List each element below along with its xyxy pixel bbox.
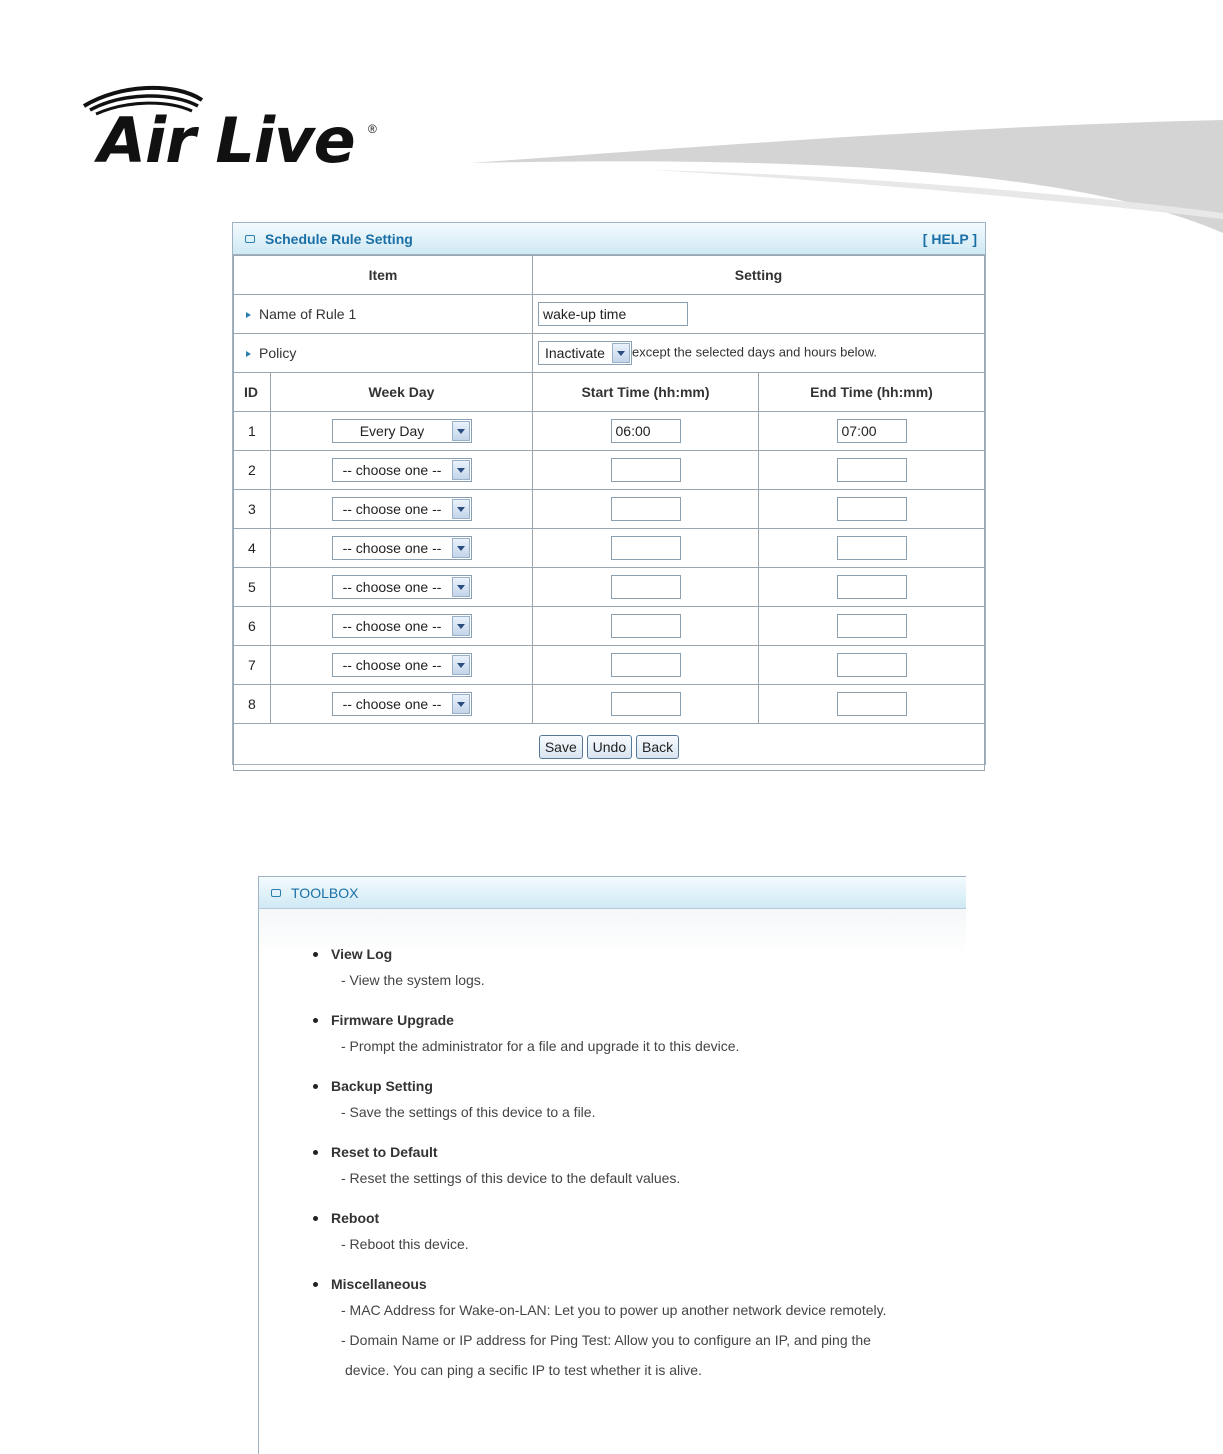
arrow-bullet-icon	[246, 312, 251, 318]
weekday-select-value: -- choose one --	[342, 696, 442, 712]
column-header-id: ID	[234, 373, 271, 412]
toolbox-item-title[interactable]: Reset to Default	[331, 1144, 438, 1160]
toolbox-item-backup-setting[interactable]	[313, 1075, 966, 1127]
start-time-input[interactable]	[611, 536, 681, 560]
toolbox-item-desc: device. You can ping a secific IP to test whether it is alive.	[345, 1362, 702, 1378]
column-header-end-time: End Time (hh:mm)	[759, 373, 985, 412]
row-id: 3	[234, 490, 271, 529]
end-time-input[interactable]	[837, 575, 907, 599]
row-id: 1	[234, 412, 271, 451]
brand-name: Air Live	[98, 104, 355, 177]
schedule-row	[234, 529, 985, 568]
policy-label: Policy	[259, 345, 297, 361]
bullet-dot-icon	[313, 1018, 318, 1023]
bullet-dot-icon	[313, 1084, 318, 1089]
column-header-setting: Setting	[533, 256, 985, 295]
chevron-down-icon[interactable]	[452, 421, 470, 441]
row-id: 5	[234, 568, 271, 607]
policy-suffix-text: except the selected days and hours below.	[632, 344, 877, 360]
toolbox-item-desc: - Domain Name or IP address for Ping Test: Allow you to configure an IP, and ping the	[341, 1332, 871, 1348]
bullet-dot-icon	[313, 952, 318, 957]
toolbox-item-desc: - Reset the settings of this device to the default values.	[341, 1170, 681, 1186]
start-time-input[interactable]	[611, 575, 681, 599]
weekday-select-value: Every Day	[359, 423, 425, 439]
toolbox-item-view-log[interactable]	[313, 943, 966, 995]
weekday-select-value: -- choose one --	[342, 579, 442, 595]
weekday-select[interactable]	[332, 614, 472, 638]
toolbox-item-miscellaneous[interactable]	[313, 1273, 966, 1385]
toolbox-item-desc: - View the system logs.	[341, 972, 485, 988]
column-header-weekday: Week Day	[271, 373, 533, 412]
toolbox-title: TOOLBOX	[291, 884, 359, 901]
start-time-input[interactable]	[611, 497, 681, 521]
toolbox-item-reboot[interactable]	[313, 1207, 966, 1259]
weekday-select[interactable]	[332, 653, 472, 677]
end-time-input[interactable]	[837, 458, 907, 482]
registered-mark: ®	[368, 122, 377, 136]
schedule-panel-header	[233, 223, 985, 255]
chevron-down-icon[interactable]	[612, 343, 630, 363]
schedule-table	[233, 255, 985, 771]
weekday-select-value: -- choose one --	[342, 657, 442, 673]
rule-name-input[interactable]	[538, 302, 688, 326]
toolbox-item-desc: - Prompt the administrator for a file and upgrade it to this device.	[341, 1038, 740, 1054]
airlive-logo	[80, 84, 400, 177]
end-time-input[interactable]	[837, 653, 907, 677]
bullet-dot-icon	[313, 1282, 318, 1287]
end-time-input[interactable]	[837, 497, 907, 521]
end-time-input[interactable]	[837, 536, 907, 560]
start-time-input[interactable]	[611, 458, 681, 482]
chevron-down-icon[interactable]	[452, 616, 470, 636]
schedule-row	[234, 490, 985, 529]
weekday-select[interactable]	[332, 536, 472, 560]
undo-button[interactable]: Undo	[587, 735, 632, 759]
policy-select[interactable]	[538, 341, 632, 365]
toolbox-item-firmware-upgrade[interactable]	[313, 1009, 966, 1061]
start-time-input[interactable]	[611, 653, 681, 677]
schedule-row	[234, 646, 985, 685]
schedule-rule-panel	[232, 222, 986, 765]
row-id: 6	[234, 607, 271, 646]
arrow-bullet-icon	[246, 351, 251, 357]
schedule-row	[234, 685, 985, 724]
start-time-input[interactable]	[611, 419, 681, 443]
toolbox-item-desc: - Save the settings of this device to a file.	[341, 1104, 596, 1120]
end-time-input[interactable]	[837, 614, 907, 638]
policy-select-value: Inactivate	[545, 345, 605, 361]
row-id: 2	[234, 451, 271, 490]
schedule-row	[234, 607, 985, 646]
panel-header-icon	[271, 889, 281, 897]
end-time-input[interactable]	[837, 692, 907, 716]
toolbox-item-reset-to-default[interactable]	[313, 1141, 966, 1193]
weekday-select[interactable]	[332, 419, 472, 443]
schedule-row	[234, 451, 985, 490]
help-link[interactable]: [ HELP ]	[922, 230, 977, 247]
weekday-select-value: -- choose one --	[342, 501, 442, 517]
schedule-row	[234, 412, 985, 451]
weekday-select[interactable]	[332, 497, 472, 521]
toolbox-item-title[interactable]: Reboot	[331, 1210, 380, 1226]
toolbox-item-desc: - MAC Address for Wake-on-LAN: Let you to power up another network device remotely.	[341, 1302, 887, 1318]
save-button[interactable]: Save	[539, 735, 583, 759]
row-id: 4	[234, 529, 271, 568]
schedule-header-row	[234, 256, 985, 295]
toolbox-list	[259, 909, 966, 1385]
chevron-down-icon[interactable]	[452, 694, 470, 714]
toolbox-panel	[258, 876, 966, 1454]
row-id: 8	[234, 685, 271, 724]
toolbox-item-title[interactable]: Backup Setting	[331, 1078, 433, 1094]
toolbox-item-title[interactable]: Firmware Upgrade	[331, 1012, 454, 1028]
weekday-select[interactable]	[332, 458, 472, 482]
row-id: 7	[234, 646, 271, 685]
schedule-panel-title: Schedule Rule Setting	[265, 230, 413, 247]
policy-row	[234, 334, 985, 373]
chevron-down-icon[interactable]	[452, 577, 470, 597]
rule-name-label: Name of Rule 1	[259, 306, 357, 322]
schedule-row	[234, 568, 985, 607]
chevron-down-icon[interactable]	[452, 538, 470, 558]
weekday-select-value: -- choose one --	[342, 618, 442, 634]
weekday-select-value: -- choose one --	[342, 462, 442, 478]
toolbox-item-title[interactable]: View Log	[331, 946, 393, 962]
weekday-select[interactable]	[332, 575, 472, 599]
start-time-input[interactable]	[611, 692, 681, 716]
weekday-select[interactable]	[332, 692, 472, 716]
chevron-down-icon[interactable]	[452, 499, 470, 519]
weekday-select-value: -- choose one --	[342, 540, 442, 556]
schedule-subheader-row	[234, 373, 985, 412]
toolbox-item-title[interactable]: Miscellaneous	[331, 1276, 427, 1292]
rule-name-row	[234, 295, 985, 334]
start-time-input[interactable]	[611, 614, 681, 638]
chevron-down-icon[interactable]	[452, 460, 470, 480]
toolbox-item-desc: - Reboot this device.	[341, 1236, 469, 1252]
back-button[interactable]: Back	[636, 735, 679, 759]
bullet-dot-icon	[313, 1216, 318, 1221]
column-header-item: Item	[234, 256, 533, 295]
end-time-input[interactable]	[837, 419, 907, 443]
button-row	[234, 724, 985, 771]
panel-header-icon	[245, 235, 255, 243]
chevron-down-icon[interactable]	[452, 655, 470, 675]
bullet-dot-icon	[313, 1150, 318, 1155]
column-header-start-time: Start Time (hh:mm)	[533, 373, 759, 412]
toolbox-panel-header	[259, 877, 966, 909]
